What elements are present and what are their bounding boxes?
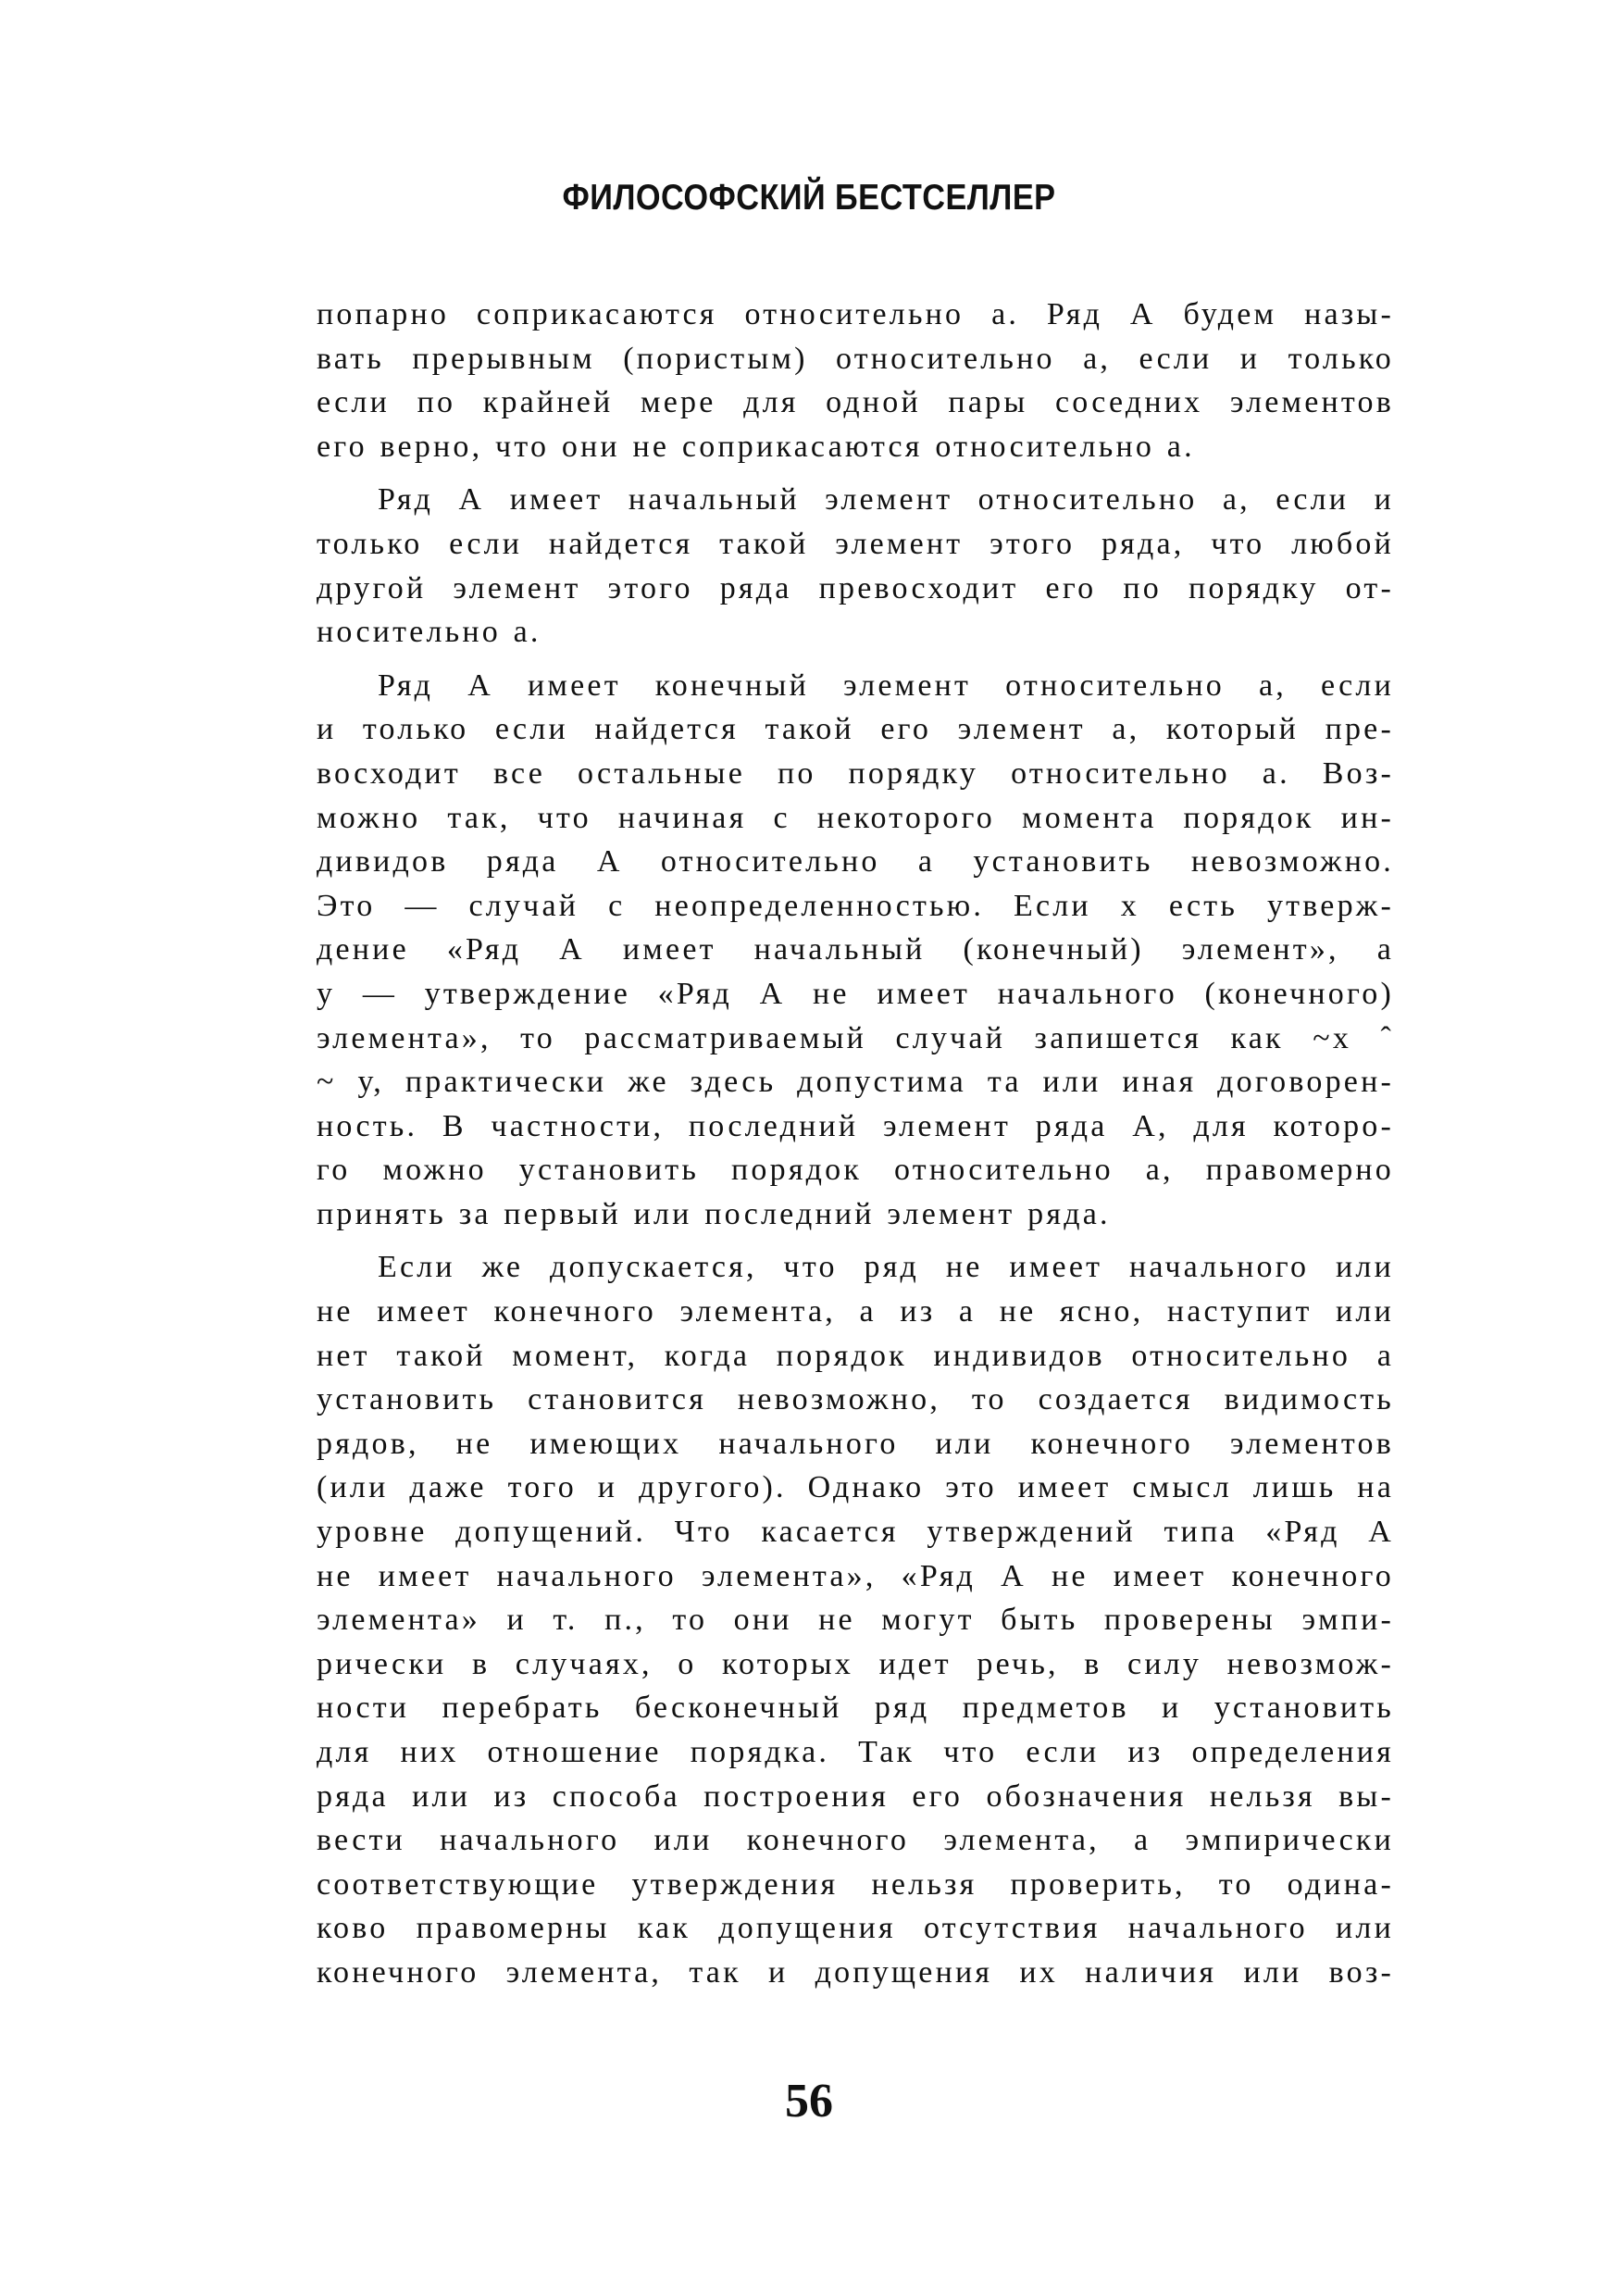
text-line: и только если найдется такой его элемент а, который пре- [317, 712, 1394, 747]
text-line: дивидов ряда А относительно а установить невозможно. [317, 844, 1394, 880]
paragraph [317, 1245, 1394, 1994]
text-line: рядов, не имеющих начального или конечного элементов [317, 1426, 1394, 1461]
text-line: другой элемент этого ряда превосходит его по порядку от- [317, 570, 1394, 605]
text-line: установить становится невозможно, то создается видимость [317, 1382, 1394, 1417]
text-line: попарно соприкасаются относительно а. Ряд А будем назы- [317, 297, 1394, 331]
text-line: только если найдется такой элемент этого ряда, что любой [317, 526, 1394, 561]
text-line: уровне допущений. Что касается утверждений типа «Ряд А [317, 1515, 1394, 1550]
text-line: у — утверждение «Ряд А не имеет начального (конечного) [317, 976, 1394, 1011]
text-line: ~ у, практически же здесь допустима та или иная договорен- [317, 1065, 1394, 1100]
page-number: 56 [785, 2075, 833, 2128]
text-line: если по крайней мере для одной пары соседних элементов [317, 385, 1394, 420]
paragraph-gap [317, 1236, 1394, 1245]
text-line: носительно а. [317, 615, 541, 650]
running-head: ФИЛОСОФСКИЙ БЕСТСЕЛЛЕР [562, 178, 1056, 218]
text-line: восходит все остальные по порядку относительно а. Воз- [317, 755, 1394, 791]
text-line: не имеет начального элемента», «Ряд А не имеет конечного [317, 1558, 1394, 1593]
text-line: Ряд А имеет конечный элемент относительно а, если [378, 668, 1394, 703]
text-line: вести начального или конечного элемента, а эмпирически [317, 1823, 1394, 1858]
text-line: нет такой момент, когда порядок индивидов относительно а [317, 1338, 1394, 1373]
paragraph [317, 664, 1394, 1237]
paragraph-gap [317, 655, 1394, 664]
text-line: элемента», то рассматриваемый случай запишется как ~х ˆ [317, 1020, 1394, 1055]
text-line: ность. В частности, последний элемент ряда А, для которо- [317, 1108, 1394, 1143]
text-line: Если же допускается, что ряд не имеет начального или [378, 1250, 1394, 1285]
text-line: ково правомерны как допущения отсутствия начального или [317, 1911, 1394, 1946]
text-line: вать прерывным (пористым) относительно а, если и только [317, 341, 1394, 376]
text-line: (или даже того и другого). Однако это имеет смысл лишь на [317, 1470, 1394, 1505]
text-line: рически в случаях, о которых идет речь, в силу невозмож- [317, 1646, 1394, 1681]
text-line: дение «Ряд А имеет начальный (конечный) элемент», а [317, 932, 1394, 967]
text-line: можно так, что начиная с некоторого момента порядок ин- [317, 800, 1394, 835]
text-line: Ряд А имеет начальный элемент относительно а, если и [378, 482, 1394, 518]
body-text [317, 293, 1394, 1995]
paragraph-gap [317, 468, 1394, 478]
text-line: ности перебрать бесконечный ряд предметов и установить [317, 1691, 1394, 1726]
text-line: ряда или из способа построения его обозначения нельзя вы- [317, 1778, 1394, 1814]
text-line: принять за первый или последний элемент ряда. [317, 1196, 1111, 1231]
text-line: его верно, что они не соприкасаются относительно а. [317, 429, 1195, 464]
text-line: для них отношение порядка. Так что если из определения [317, 1735, 1394, 1769]
paragraph [317, 478, 1394, 654]
text-line: конечного элемента, так и допущения их наличия или воз- [317, 1954, 1394, 1990]
text-line: го можно установить порядок относительно а, правомерно [317, 1153, 1394, 1188]
text-line: элемента» и т. п., то они не могут быть проверены эмпи- [317, 1603, 1394, 1638]
paragraph [317, 293, 1394, 468]
text-line: Это — случай с неопределенностью. Если х есть утверж- [317, 888, 1394, 923]
text-line: не имеет конечного элемента, а из а не ясно, наступит или [317, 1294, 1394, 1329]
text-line: соответствующие утверждения нельзя проверить, то одина- [317, 1866, 1394, 1902]
